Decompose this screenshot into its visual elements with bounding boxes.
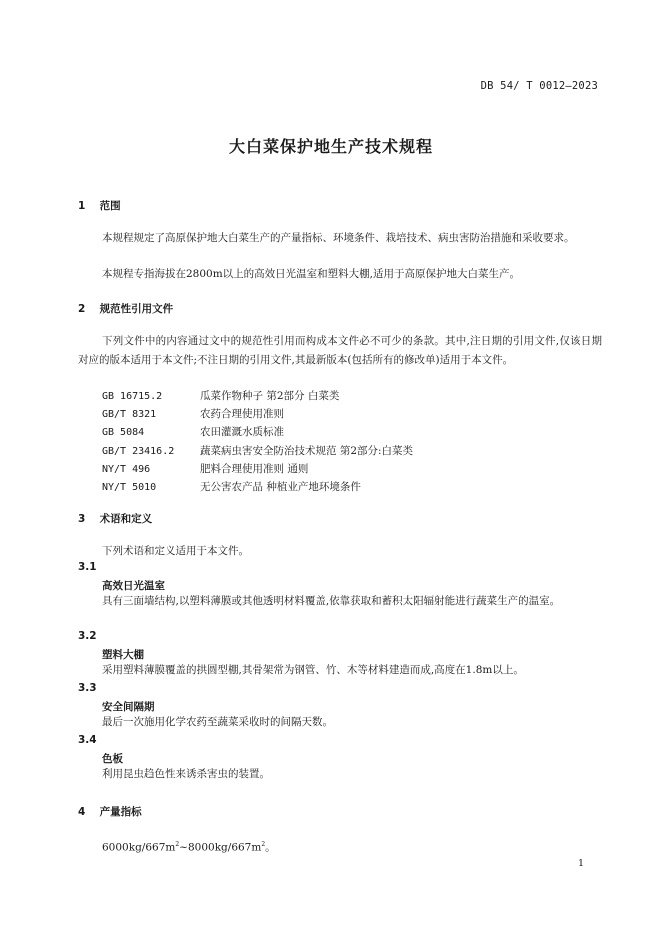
term-definition: 具有三面墙结构,以塑料薄膜或其他透明材料覆盖,依靠获取和蓄积太阳辐射能进行蔬菜生产的温室。 [102, 595, 561, 607]
section-3-paragraph-1: 下列术语和定义适用于本文件。 [102, 545, 249, 557]
section-2-paragraph-1: 下列文件中的内容通过文中的规范性引用而构成本文件必不可少的条款。其中,注日期的引用文件,仅该日期对应的版本适用于本文件;不注日期的引用文件,其最新版本(包括所有的修改单)适用于本文件。 [78, 335, 602, 366]
term-definition: 利用昆虫趋色性来诱杀害虫的装置。 [102, 768, 270, 780]
reference-row [102, 405, 413, 423]
reference-row [102, 387, 413, 405]
reference-name: 农田灌溉水质标准 [200, 426, 284, 439]
section-title: 术语和定义 [99, 513, 153, 525]
reference-row [102, 460, 413, 478]
section-number: 3 [78, 513, 86, 525]
normative-references-list [102, 387, 413, 496]
reference-name: 肥料合理使用准则 通则 [200, 462, 309, 475]
section-title: 规范性引用文件 [99, 303, 174, 315]
reference-code: GB/T 8321 [102, 409, 157, 421]
superscript: 2 [175, 841, 180, 848]
section-3-heading [78, 511, 152, 526]
section-2-heading [78, 301, 173, 316]
yield-max: ~8000kg/667m [179, 841, 262, 854]
standard-code: DB 54/ T 0012—2023 [480, 80, 598, 92]
term-definition: 最后一次施用化学农药至蔬菜采收时的间隔天数。 [102, 716, 333, 728]
yield-min: 6000kg/667m [102, 841, 176, 854]
reference-code: GB/T 23416.2 [102, 445, 175, 457]
section-4-heading [78, 804, 142, 819]
reference-name: 农药合理使用准则 [200, 408, 284, 421]
section-number: 1 [78, 200, 86, 212]
yield-end: 。 [265, 841, 276, 854]
section-title: 范围 [99, 200, 121, 212]
reference-name: 无公害农产品 种植业产地环境条件 [200, 480, 361, 493]
reference-code: GB 5084 [102, 427, 145, 439]
term-number: 3.4 [78, 734, 97, 746]
section-1-paragraph-2: 本规程专指海拔在2800m以上的高效日光温室和塑料大棚,适用于高原保护地大白菜生产。 [102, 268, 521, 280]
term-number: 3.1 [78, 561, 97, 573]
term-number: 3.3 [78, 682, 97, 694]
section-number: 4 [78, 806, 86, 818]
reference-row [102, 478, 413, 496]
reference-row [102, 442, 413, 460]
term-name: 高效日光温室 [102, 580, 165, 592]
yield-target [102, 835, 602, 858]
term-name: 安全间隔期 [102, 701, 155, 713]
term-number: 3.2 [78, 630, 97, 642]
reference-code: NY/T 5010 [102, 481, 157, 493]
term-name: 色板 [102, 753, 123, 765]
page-number: 1 [577, 858, 584, 869]
reference-code: GB 16715.2 [102, 391, 163, 402]
document-title: 大白菜保护地生产技术规程 [228, 137, 433, 156]
section-title: 产量指标 [99, 806, 142, 818]
section-1-heading [78, 198, 121, 213]
reference-code: NY/T 496 [102, 463, 151, 475]
reference-name: 蔬菜病虫害安全防治技术规范 第2部分:白菜类 [200, 444, 414, 457]
section-number: 2 [78, 303, 86, 315]
section-1-paragraph-1: 本规程规定了高原保护地大白菜生产的产量指标、环境条件、栽培技术、病虫害防治措施和采收要求。 [102, 232, 575, 244]
reference-name: 瓜菜作物种子 第2部分 白菜类 [200, 390, 340, 402]
term-name: 塑料大棚 [102, 649, 144, 661]
superscript: 2 [261, 841, 266, 848]
reference-row [102, 423, 413, 441]
term-definition: 采用塑料薄膜覆盖的拱圆型棚,其骨架常为钢管、竹、木等材料建造而成,高度在1.8m以上。 [102, 664, 524, 676]
